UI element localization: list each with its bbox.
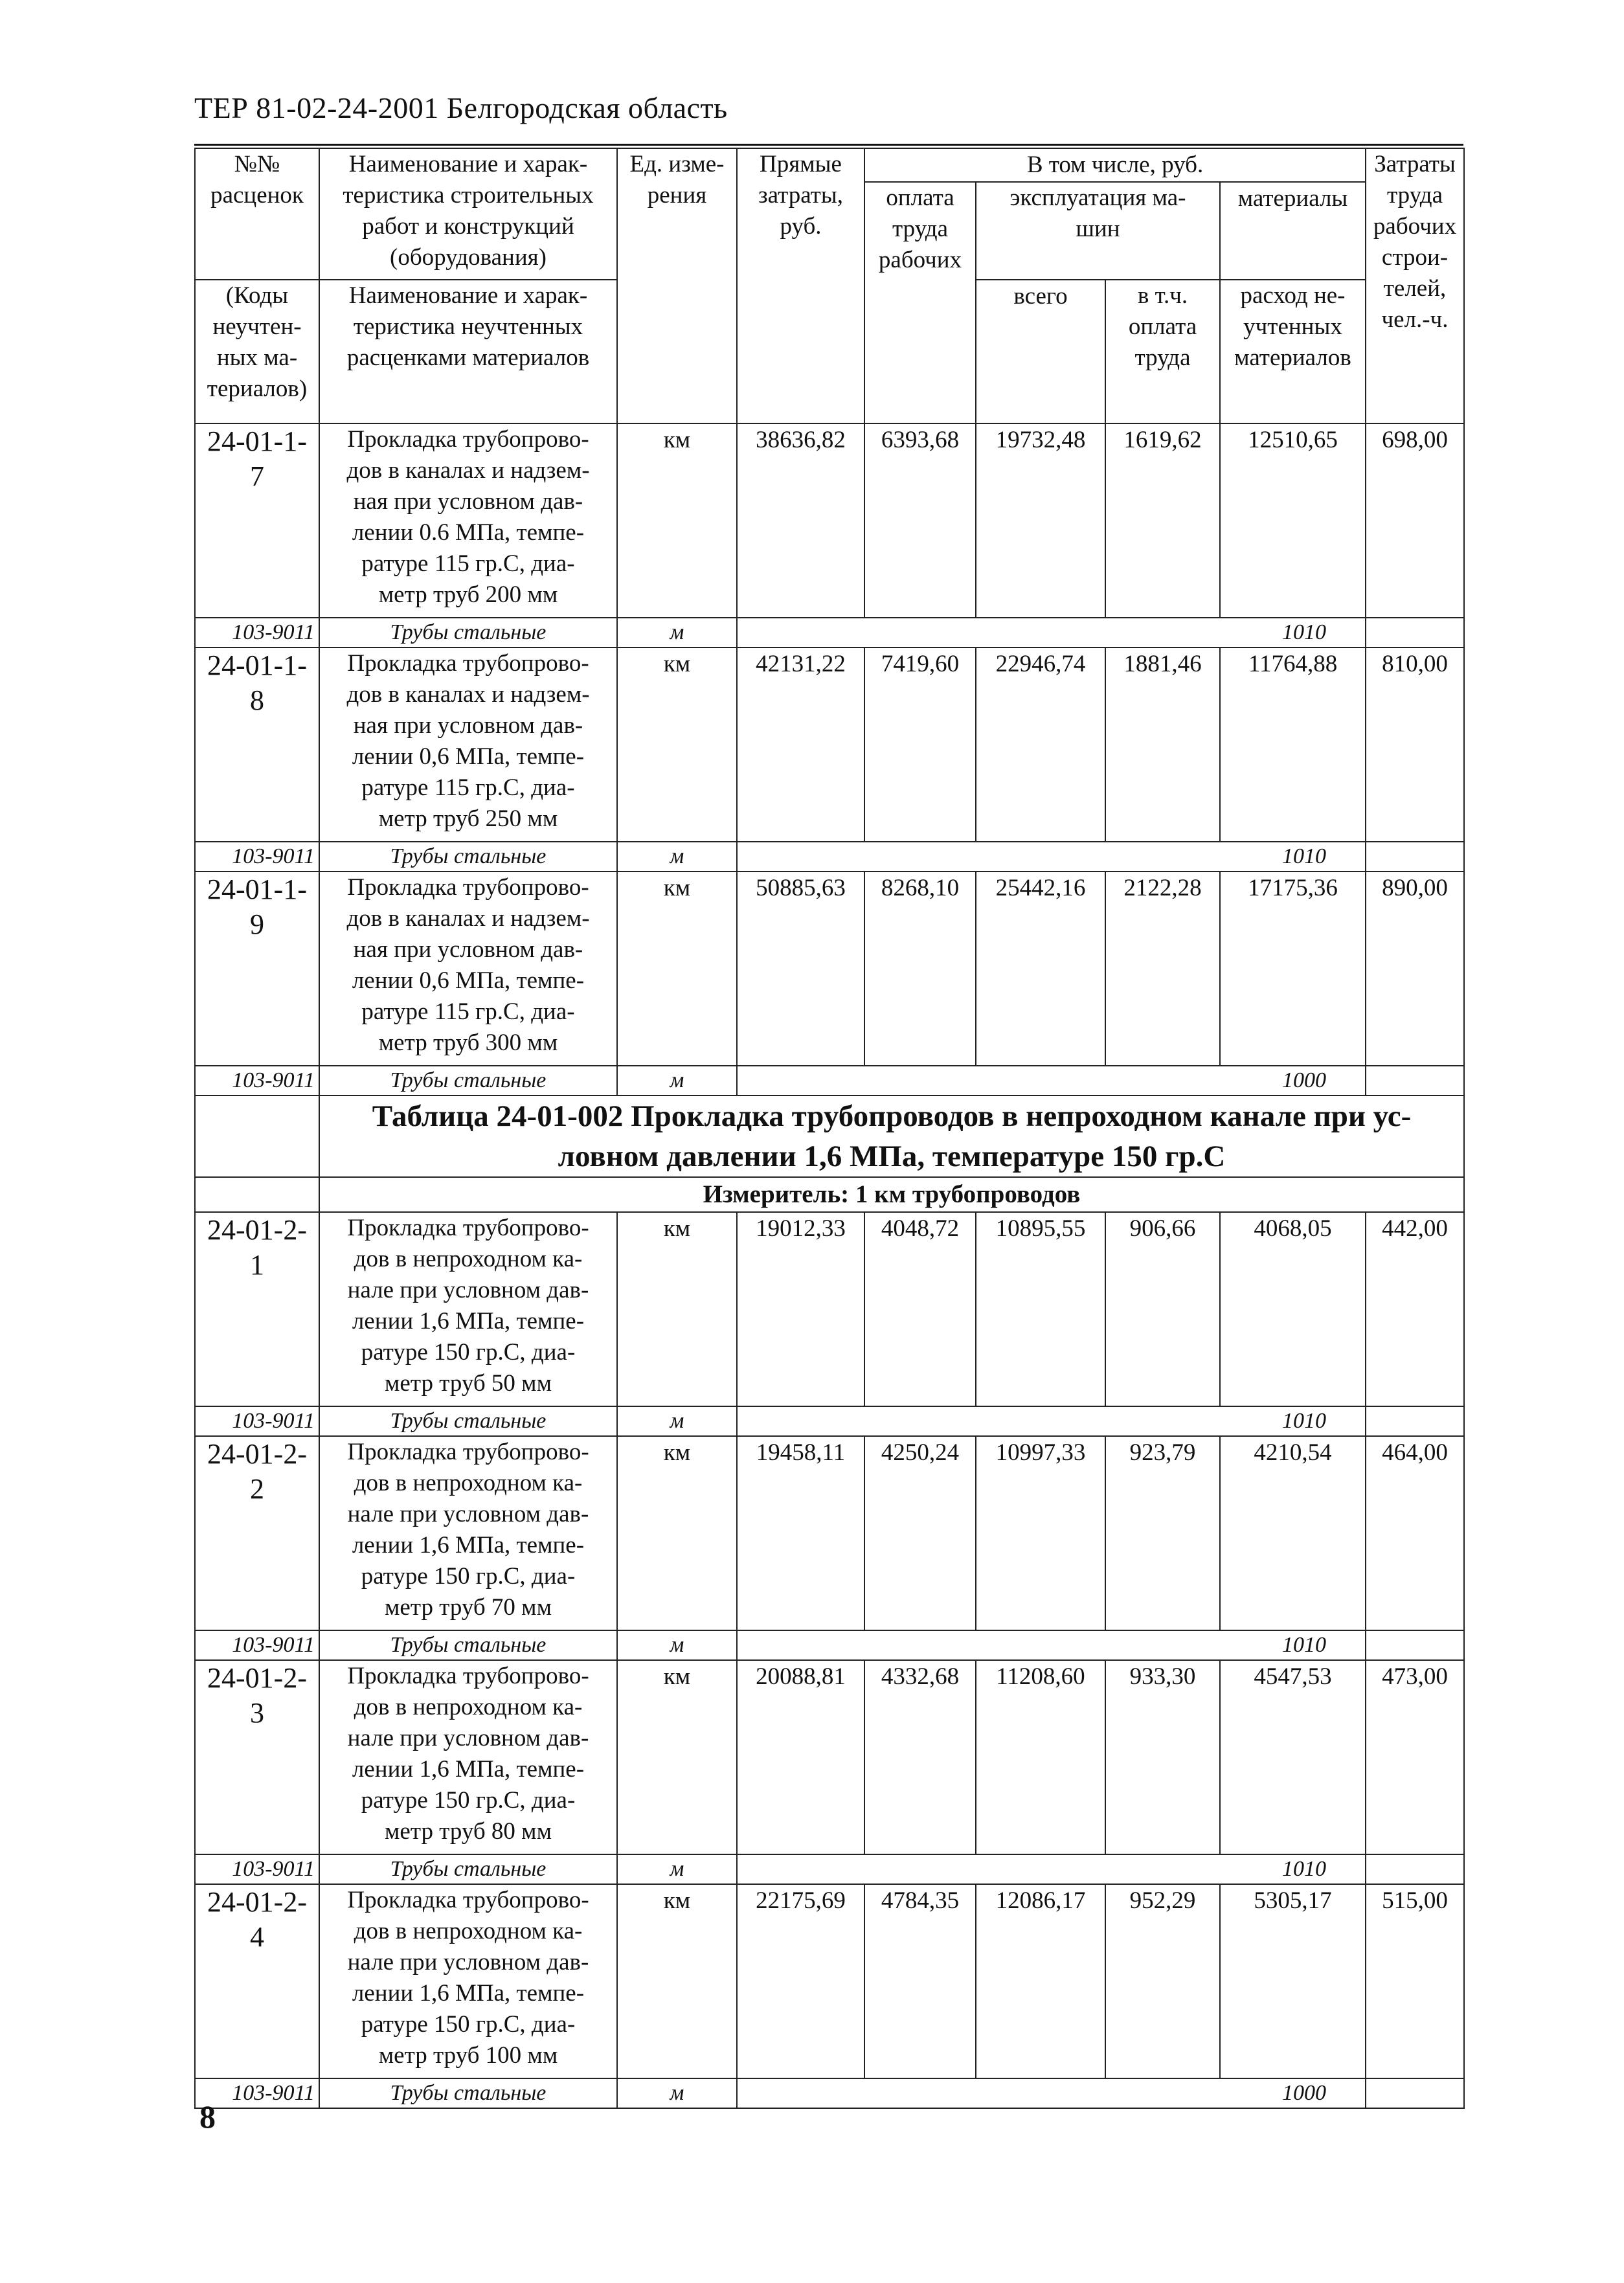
labor-hours: 698,00	[1366, 423, 1464, 618]
rate-code: 24-01-2- 4	[195, 1884, 319, 2078]
rate-description: Прокладка трубопрово- дов в каналах и надзем- ная при условном дав- лении 0.6 МПа, темпе- ратуре 115 гр.С, диа- метр труб 200 мм	[319, 423, 617, 618]
head-code: №№ расценок	[195, 148, 319, 280]
material-quantity: 1010	[737, 1854, 1366, 1884]
machines-labor: 2122,28	[1105, 872, 1220, 1066]
rate-row	[195, 872, 1464, 1066]
head-labor-hours: Затраты труда рабочих строи- телей, чел.-ч.	[1366, 148, 1464, 423]
material-quantity: 1010	[737, 618, 1366, 647]
material-code: 103-9011	[195, 1066, 319, 1096]
machines-total: 22946,74	[976, 647, 1105, 842]
labor-cost: 8268,10	[864, 872, 976, 1066]
labor-hours: 473,00	[1366, 1660, 1464, 1854]
material-unit: м	[617, 1630, 737, 1660]
labor-hours: 464,00	[1366, 1436, 1464, 1630]
material-quantity: 1000	[737, 2078, 1366, 2108]
head-including: В том числе, руб.	[864, 148, 1366, 182]
rate-code: 24-01-2- 2	[195, 1436, 319, 1630]
machines-total: 12086,17	[976, 1884, 1105, 2078]
labor-cost: 6393,68	[864, 423, 976, 618]
material-row	[195, 1630, 1464, 1660]
material-unit: м	[617, 842, 737, 872]
rate-row	[195, 1660, 1464, 1854]
machines-labor: 906,66	[1105, 1212, 1220, 1406]
materials-cost: 12510,65	[1220, 423, 1366, 618]
machines-total: 25442,16	[976, 872, 1105, 1066]
material-name: Трубы стальные	[319, 842, 617, 872]
measure-row	[195, 1177, 1464, 1212]
measure-spacer	[195, 1177, 319, 1212]
material-name: Трубы стальные	[319, 1630, 617, 1660]
material-code: 103-9011	[195, 842, 319, 872]
material-unit: м	[617, 618, 737, 647]
material-quantity: 1010	[737, 1630, 1366, 1660]
labor-cost: 7419,60	[864, 647, 976, 842]
rate-row	[195, 647, 1464, 842]
machines-total: 11208,60	[976, 1660, 1105, 1854]
rate-row	[195, 423, 1464, 618]
rate-unit: км	[617, 647, 737, 842]
rates-table	[194, 148, 1465, 2109]
material-code: 103-9011	[195, 1630, 319, 1660]
machines-total: 10895,55	[976, 1212, 1105, 1406]
header-rule	[194, 144, 1463, 146]
material-row	[195, 1406, 1464, 1436]
rate-description: Прокладка трубопрово- дов в непроходном ка- нале при условном дав- лении 1,6 МПа, темпе- ратуре 150 гр.С, диа- метр труб 70 мм	[319, 1436, 617, 1630]
machines-labor: 1881,46	[1105, 647, 1220, 842]
measure-unit: Измеритель: 1 км трубопроводов	[319, 1177, 1464, 1212]
rate-unit: км	[617, 872, 737, 1066]
head-code-unaccounted: (Коды неучтен- ных ма- териалов)	[195, 280, 319, 423]
labor-cost: 4332,68	[864, 1660, 976, 1854]
rate-description: Прокладка трубопрово- дов в непроходном ка- нале при условном дав- лении 1,6 МПа, темпе- ратуре 150 гр.С, диа- метр труб 50 мм	[319, 1212, 617, 1406]
machines-labor: 1619,62	[1105, 423, 1220, 618]
material-name: Трубы стальные	[319, 1406, 617, 1436]
table-title-row	[195, 1096, 1464, 1177]
material-code: 103-9011	[195, 618, 319, 647]
direct-cost: 42131,22	[737, 647, 864, 842]
labor-hours: 810,00	[1366, 647, 1464, 842]
head-machines-labor: в т.ч. оплата труда	[1105, 280, 1220, 423]
machines-labor: 923,79	[1105, 1436, 1220, 1630]
head-name-unaccounted: Наименование и харак- теристика неучтенных расценками материалов	[319, 280, 617, 423]
material-row	[195, 2078, 1464, 2108]
machines-total: 10997,33	[976, 1436, 1105, 1630]
direct-cost: 19012,33	[737, 1212, 864, 1406]
rate-unit: км	[617, 1660, 737, 1854]
material-code: 103-9011	[195, 1406, 319, 1436]
page-number: 8	[199, 2098, 216, 2135]
machines-total: 19732,48	[976, 423, 1105, 618]
labor-hours: 515,00	[1366, 1884, 1464, 2078]
labor-hours: 442,00	[1366, 1212, 1464, 1406]
material-row	[195, 1854, 1464, 1884]
material-empty	[1366, 1630, 1464, 1660]
head-direct: Прямые затраты, руб.	[737, 148, 864, 423]
materials-cost: 4547,53	[1220, 1660, 1366, 1854]
head-machines: эксплуатация ма- шин	[976, 182, 1220, 280]
materials-cost: 4210,54	[1220, 1436, 1366, 1630]
machines-labor: 952,29	[1105, 1884, 1220, 2078]
labor-hours: 890,00	[1366, 872, 1464, 1066]
material-empty	[1366, 618, 1464, 647]
material-row	[195, 842, 1464, 872]
material-empty	[1366, 2078, 1464, 2108]
rate-description: Прокладка трубопрово- дов в каналах и надзем- ная при условном дав- лении 0,6 МПа, темпе- ратуре 115 гр.С, диа- метр труб 300 мм	[319, 872, 617, 1066]
direct-cost: 38636,82	[737, 423, 864, 618]
table-title-spacer	[195, 1096, 319, 1177]
rate-unit: км	[617, 1884, 737, 2078]
material-quantity: 1010	[737, 842, 1366, 872]
material-empty	[1366, 1406, 1464, 1436]
rate-description: Прокладка трубопрово- дов в непроходном ка- нале при условном дав- лении 1,6 МПа, темпе- ратуре 150 гр.С, диа- метр труб 80 мм	[319, 1660, 617, 1854]
rate-code: 24-01-1- 7	[195, 423, 319, 618]
head-material-use: расход не- учтенных материалов	[1220, 280, 1366, 423]
rate-row	[195, 1884, 1464, 2078]
material-name: Трубы стальные	[319, 618, 617, 647]
material-row	[195, 618, 1464, 647]
rate-description: Прокладка трубопрово- дов в каналах и надзем- ная при условном дав- лении 0,6 МПа, темпе- ратуре 115 гр.С, диа- метр труб 250 мм	[319, 647, 617, 842]
material-row	[195, 1066, 1464, 1096]
material-name: Трубы стальные	[319, 1066, 617, 1096]
rate-unit: км	[617, 423, 737, 618]
head-name: Наименование и харак- теристика строительных работ и конструкций (оборудования)	[319, 148, 617, 280]
material-empty	[1366, 1854, 1464, 1884]
materials-cost: 4068,05	[1220, 1212, 1366, 1406]
labor-cost: 4784,35	[864, 1884, 976, 2078]
material-unit: м	[617, 1406, 737, 1436]
rate-code: 24-01-1- 9	[195, 872, 319, 1066]
material-unit: м	[617, 1066, 737, 1096]
rate-code: 24-01-1- 8	[195, 647, 319, 842]
material-empty	[1366, 842, 1464, 872]
rate-row	[195, 1212, 1464, 1406]
rate-code: 24-01-2- 3	[195, 1660, 319, 1854]
materials-cost: 17175,36	[1220, 872, 1366, 1066]
materials-cost: 11764,88	[1220, 647, 1366, 842]
direct-cost: 20088,81	[737, 1660, 864, 1854]
material-name: Трубы стальные	[319, 1854, 617, 1884]
head-unit: Ед. изме- рения	[617, 148, 737, 423]
material-code: 103-9011	[195, 1854, 319, 1884]
material-quantity: 1000	[737, 1066, 1366, 1096]
direct-cost: 50885,63	[737, 872, 864, 1066]
rate-code: 24-01-2- 1	[195, 1212, 319, 1406]
head-labor-cost: оплата труда рабочих	[864, 182, 976, 423]
labor-cost: 4250,24	[864, 1436, 976, 1630]
material-unit: м	[617, 2078, 737, 2108]
material-name: Трубы стальные	[319, 2078, 617, 2108]
material-quantity: 1010	[737, 1406, 1366, 1436]
material-unit: м	[617, 1854, 737, 1884]
rate-description: Прокладка трубопрово- дов в непроходном ка- нале при условном дав- лении 1,6 МПа, темпе- ратуре 150 гр.С, диа- метр труб 100 мм	[319, 1884, 617, 2078]
materials-cost: 5305,17	[1220, 1884, 1366, 2078]
material-code: 103-9011	[195, 2078, 319, 2108]
head-materials: материалы	[1220, 182, 1366, 280]
labor-cost: 4048,72	[864, 1212, 976, 1406]
page-header: ТЕР 81-02-24-2001 Белгородская область	[194, 91, 728, 124]
rate-unit: км	[617, 1212, 737, 1406]
head-machines-total: всего	[976, 280, 1105, 423]
rate-row	[195, 1436, 1464, 1630]
table-title: Таблица 24-01-002 Прокладка трубопроводов в непроходном канале при ус- ловном давлении 1,6 МПа, температуре 150 гр.С	[319, 1096, 1464, 1177]
rate-unit: км	[617, 1436, 737, 1630]
direct-cost: 22175,69	[737, 1884, 864, 2078]
material-empty	[1366, 1066, 1464, 1096]
machines-labor: 933,30	[1105, 1660, 1220, 1854]
direct-cost: 19458,11	[737, 1436, 864, 1630]
